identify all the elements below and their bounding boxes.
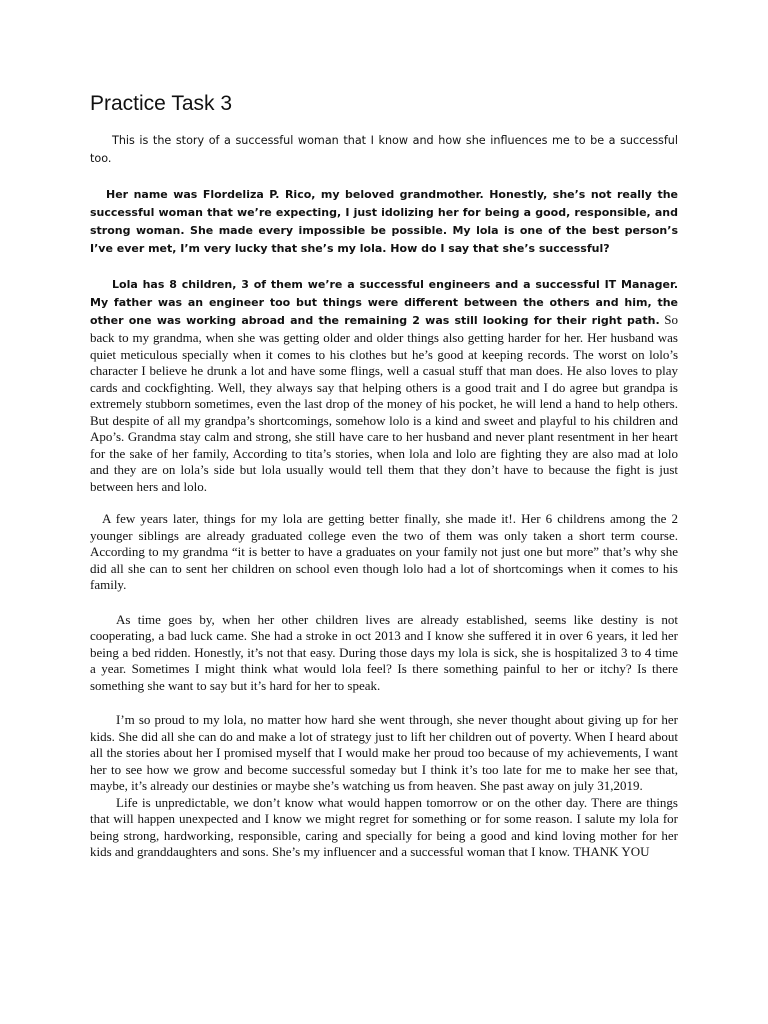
paragraph-few-years-later: A few years later, things for my lola are getting better finally, she made it!. Her 6 childrens among the 2 younger siblings are already graduated college even the two of them was only taken a short term course. According to my grandma “it is better to have a graduates on your family not just one but more” that’s why she did all she can to sent her children on school even though lolo had a lot of shortcomings when it comes to his family. <box>90 511 678 592</box>
paragraph-lola-children-bold: Lola has 8 children, 3 of them we’re a successful engineers and a successful IT Manager. My father was an engineer too but things were different between the others and him, the other one was working abroad and the remaining 2 was still looking for their right path. <box>90 278 678 327</box>
paragraph-lola-children <box>90 276 678 495</box>
intro-paragraph: This is the story of a successful woman that I know and how she influences me to be a successful too. <box>90 134 678 165</box>
page-title: Practice Task 3 <box>90 92 233 115</box>
paragraph-life-unpredictable: Life is unpredictable, we don’t know what would happen tomorrow or on the other day. There are things that will happen unexpected and I know we might regret for something or for some reason. I salute my lola for being strong, hardworking, responsible, caring and specially for being a good and kind loving mother for her kids and granddaughters and sons. She’s my influencer and a successful woman that I know. THANK YOU <box>90 794 678 859</box>
paragraph-proud: I’m so proud to my lola, no matter how hard she went through, she never thought about giving up for her kids. She did all she can do and make a lot of strategy just to lift her children out of poverty. When I heard about all the stories about her I promised myself that I would make her proud too because of my achievements, I want her to see how we grow and become successful someday but I think it’s too late for me to make her see that, maybe, it’s already our destinies or maybe she’s watching us from heaven. She past away on july 31,2019. <box>90 712 678 793</box>
paragraph-lola-children-rest: So back to my grandma, when she was getting older and older things also getting harder for her. Her husband was quiet meticulous specially when it comes to his clothes but he’s good at keeping records. The worst on lolo’s character I believe he drunk a lot and have some flings, well a casual stuff that man does. He also loves to play cards and cockfighting. Well, they always say that helping others is a good trait and I do agree but grandpa is extremely stubborn sometimes, even the last drop of the money of his pocket, he will lend a hand to help others. But despite of all my grandpa’s shortcomings, somehow lolo is a kind and sweet and playful to his children and Apo’s. Grandma stay calm and strong, she still have care to her husband and never plant resentment in her heart for the sake of her family, According to tita’s stories, when lola and lolo are fighting they are also mad at lolo and they are on lola’s side but lola usually would tell them that they don’t have to because the fight is just between hers and lolo. <box>90 312 678 494</box>
paragraph-grandmother-intro: Her name was Flordeliza P. Rico, my beloved grandmother. Honestly, she’s not really the successful woman that we’re expecting, I just idolizing her for being a good, responsible, and strong woman. She made every impossible be possible. My lola is one of the best person’s I’ve ever met, I’m very lucky that she’s my lola. How do I say that she’s successful? <box>90 188 678 255</box>
paragraph-time-goes-by: As time goes by, when her other children lives are already established, seems like destiny is not cooperating, a bad luck came. She had a stroke in oct 2013 and I know she suffered it in over 6 years, it led her being a bed ridden. Honestly, it’s not that easy. During those days my lola is sick, she is hospitalized 3 to 4 time a year. Sometimes I might think what would lola feel? Is there something painful to her or itchy? Is there something she want to say but it’s hard for her to speak. <box>90 611 678 693</box>
document-page <box>90 90 678 861</box>
